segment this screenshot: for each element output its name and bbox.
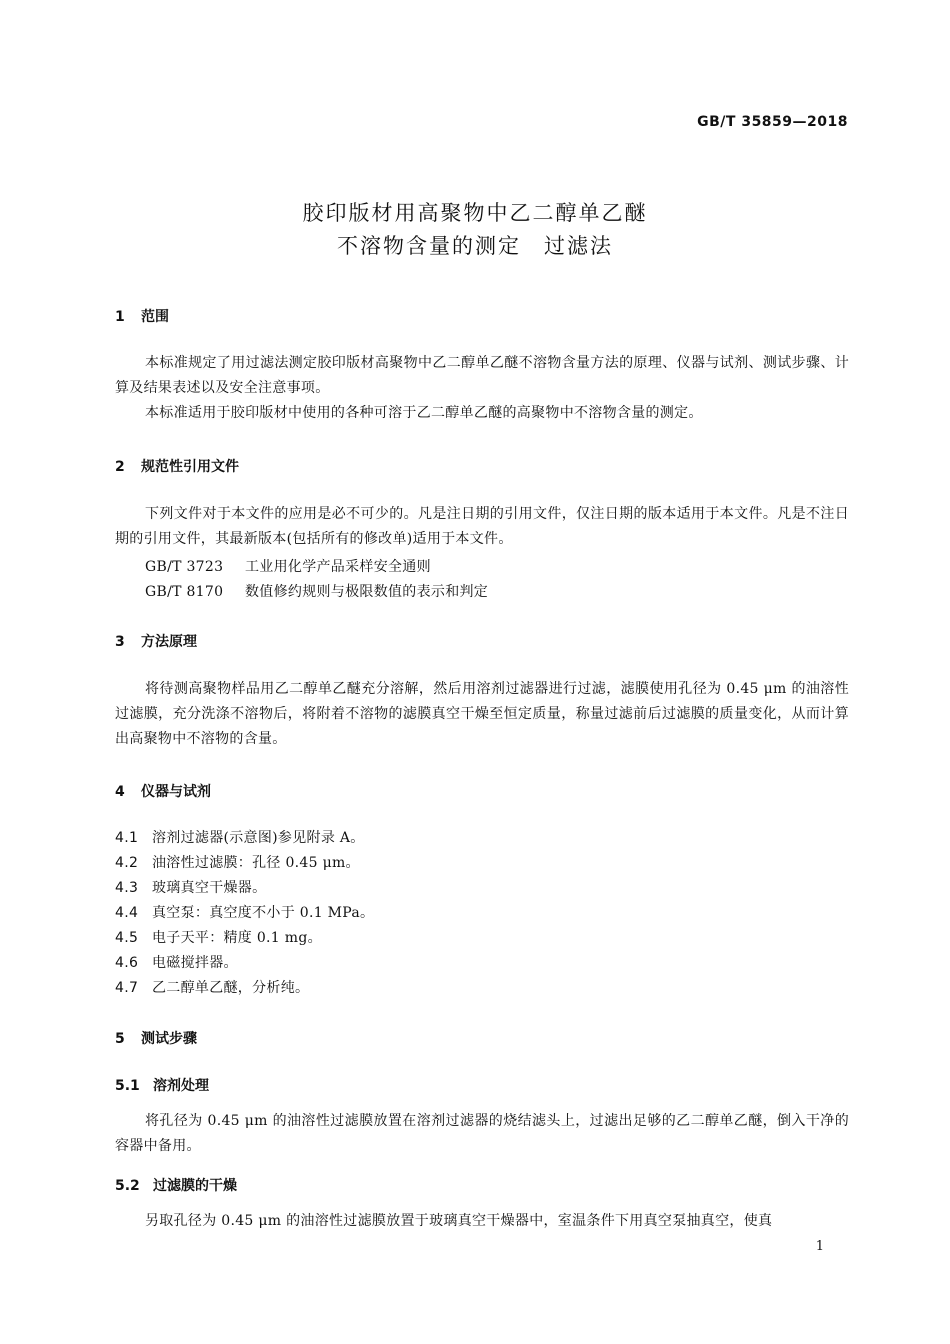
section-title: 仪器与试剂 [141,784,211,800]
standard-number: GB/T 35859—2018 [697,114,848,130]
section-title: 范围 [141,309,169,325]
item-number: 4.4 [115,905,139,921]
item-text: 玻璃真空干燥器。 [152,880,267,896]
reference-item [145,581,488,601]
item-number: 4.1 [115,830,139,846]
reference-item [145,556,431,576]
section-number: 5 [115,1031,125,1047]
item-text: 电子天平：精度 0.1 mg。 [152,930,322,946]
item-number: 4.2 [115,855,139,871]
section-number: 2 [115,459,125,475]
section-2-paragraph-1: 下列文件对于本文件的应用是必不可少的。凡是注日期的引用文件，仅注日期的版本适用于本文件。凡是不注日期的引用文件，其最新版本(包括所有的修改单)适用于本文件。 [115,506,849,547]
item-number: 4.6 [115,955,139,971]
section-2-heading [115,456,239,476]
list-item [115,977,309,997]
page-number: 1 [815,1239,824,1254]
section-number: 5.1 [115,1078,140,1094]
section-4-heading [115,781,211,801]
section-title: 溶剂处理 [153,1078,209,1094]
section-title: 过滤膜的干燥 [153,1178,237,1194]
section-title: 规范性引用文件 [141,459,239,475]
section-5-heading [115,1028,197,1048]
reference-title: 数值修约规则与极限数值的表示和判定 [245,584,489,600]
section-5-1-heading [115,1075,209,1095]
section-3-heading [115,631,197,651]
item-number: 4.7 [115,980,139,996]
item-text: 电磁搅拌器。 [152,955,238,971]
reference-title: 工业用化学产品采样安全通则 [245,559,431,575]
list-item [115,877,266,897]
reference-code: GB/T 3723 [145,559,224,575]
section-5-2-heading [115,1175,237,1195]
section-5-2-paragraph-1: 另取孔径为 0.45 μm 的油溶性过滤膜放置于玻璃真空干燥器中，室温条件下用真空泵抽真空，使真 [145,1213,773,1229]
section-3-paragraph-1: 将待测高聚物样品用乙二醇单乙醚充分溶解，然后用溶剂过滤器进行过滤，滤膜使用孔径为 0.45 μm 的油溶性过滤膜，充分洗涤不溶物后，将附着不溶物的滤膜真空干燥至恒定质量，称量过滤前后过滤膜的质量变化，从而计算出高聚物中不溶物的含量。 [115,681,849,747]
item-text: 油溶性过滤膜：孔径 0.45 μm。 [152,855,360,871]
section-number: 5.2 [115,1178,140,1194]
list-item [115,902,374,922]
section-1-paragraph-1: 本标准规定了用过滤法测定胶印版材高聚物中乙二醇单乙醚不溶物含量方法的原理、仪器与试剂、测试步骤、计算及结果表述以及安全注意事项。 [115,355,849,396]
section-title: 测试步骤 [141,1031,197,1047]
section-number: 4 [115,784,125,800]
item-number: 4.3 [115,880,139,896]
section-1-heading [115,306,169,326]
section-1-paragraph-2: 本标准适用于胶印版材中使用的各种可溶于乙二醇单乙醚的高聚物中不溶物含量的测定。 [145,405,703,421]
list-item [115,827,365,847]
section-number: 3 [115,634,125,650]
reference-code: GB/T 8170 [145,584,224,600]
document-title-line2: 不溶物含量的测定 过滤法 [337,234,613,258]
section-title: 方法原理 [141,634,197,650]
list-item [115,952,238,972]
list-item [115,852,360,872]
section-5-1-paragraph-1: 将孔径为 0.45 μm 的油溶性过滤膜放置在溶剂过滤器的烧结滤头上，过滤出足够的乙二醇单乙醚，倒入干净的容器中备用。 [115,1113,849,1154]
document-title-line1: 胶印版材用高聚物中乙二醇单乙醚 [302,201,648,225]
item-text: 乙二醇单乙醚，分析纯。 [152,980,310,996]
section-number: 1 [115,309,125,325]
item-number: 4.5 [115,930,139,946]
item-text: 溶剂过滤器(示意图)参见附录 A。 [152,830,365,846]
item-text: 真空泵：真空度不小于 0.1 MPa。 [152,905,375,921]
list-item [115,927,322,947]
